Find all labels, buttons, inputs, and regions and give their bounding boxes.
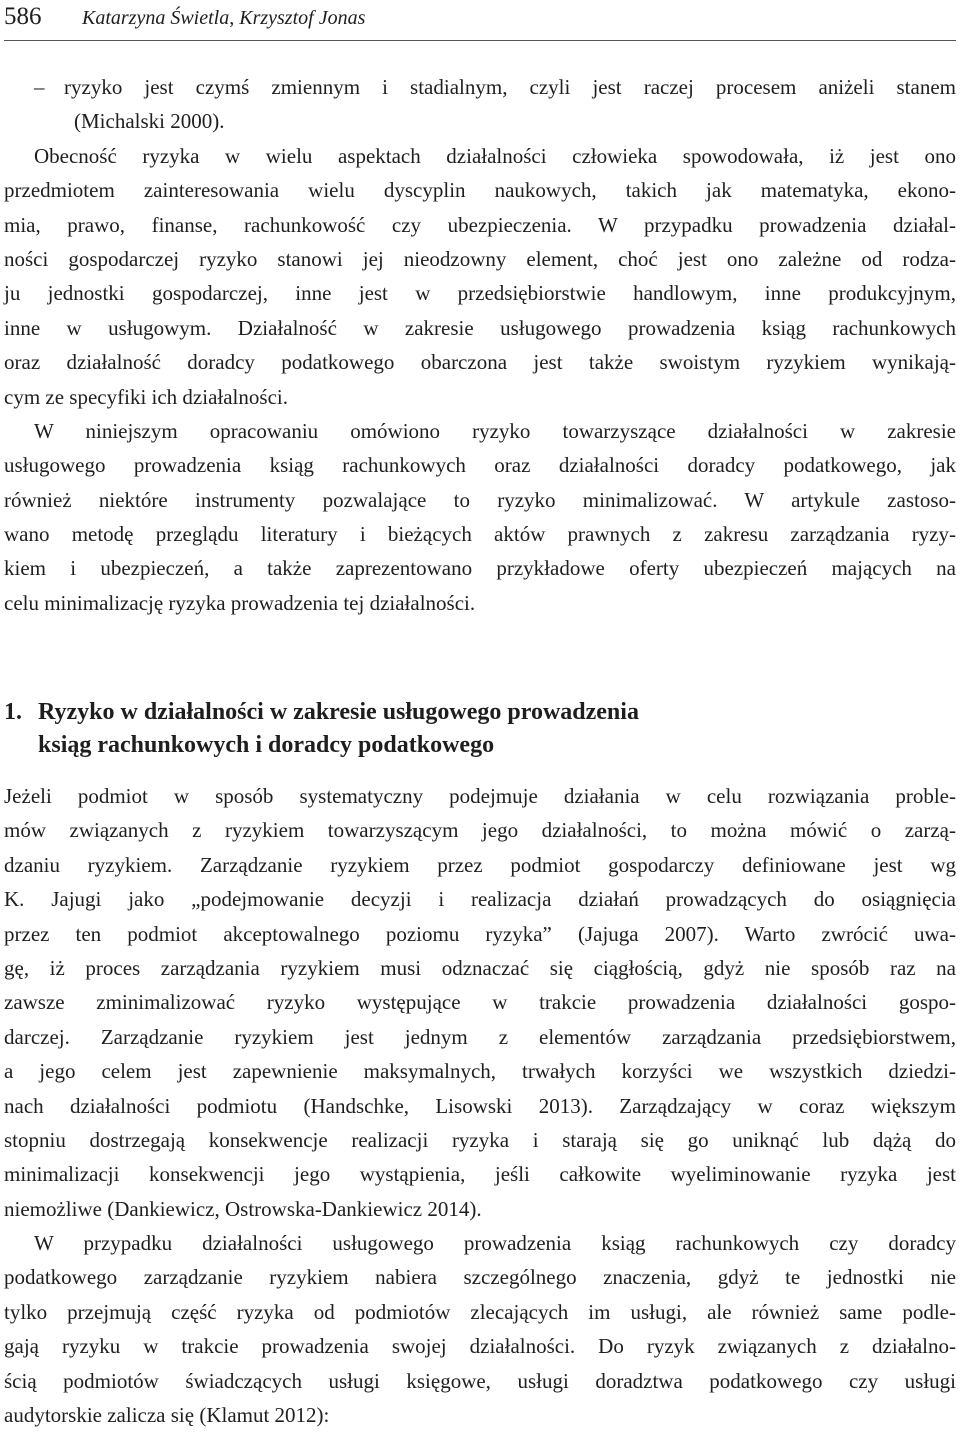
text-line: a jego celem jest zapewnienie maksymalnych, trwałych korzyści we wszystkich dziedzi- [4, 1059, 956, 1084]
intro-text [4, 70, 956, 620]
text-line: tylko przejmują część ryzyka od podmiotów zlecających im usługi, ale również same podle- [4, 1299, 956, 1324]
section-number: 1. [4, 699, 22, 725]
text-line: również niektóre instrumenty pozwalające to ryzyko minimalizować. W artykule zastoso- [4, 487, 956, 512]
text-line: kiem i ubezpieczeń, a także zaprezentowano przykładowe oferty ubezpieczeń mających na [4, 556, 956, 581]
bullet-dash: – [34, 75, 45, 99]
text-line: (Michalski 2000). [74, 109, 225, 134]
bullet-item [4, 70, 956, 104]
text-line: darczej. Zarządzanie ryzykiem jest jednym z elementów zarządzania przedsiębiorstwem, [4, 1024, 956, 1049]
text-line: ścią podmiotów świadczących usługi księgowe, usługi doradztwa podatkowego czy usługi [4, 1368, 956, 1393]
text-line: zawsze zminimalizować ryzyko występujące w trakcie prowadzenia działalności gospo- [4, 990, 956, 1015]
section-title-continued: ksiąg rachunkowych i doradcy podatkowego [38, 732, 495, 758]
paragraph-first-line: Obecność ryzyka w wielu aspektach działalności człowieka spowodowała, iż jest ono [34, 143, 956, 168]
text-line: mów związanych z ryzykiem towarzyszącym jego działalności, to można mówić o zarzą- [4, 818, 956, 843]
section-text [4, 779, 956, 1432]
text-line: przez ten podmiot akceptowalnego poziomu ryzyka” (Jajuga 2007). Warto zwrócić uwa- [4, 921, 956, 946]
running-head: Katarzyna Świetla, Krzysztof Jonas [82, 7, 366, 29]
page-header [4, 0, 956, 41]
text-line: oraz działalność doradcy podatkowego obarczona jest także swoistym ryzykiem wynikają- [4, 350, 956, 375]
text-line: minimalizacji konsekwencji jego wystąpienia, jeśli całkowite wyeliminowanie ryzyka jest [4, 1162, 956, 1187]
section-heading [4, 696, 956, 762]
text-line: podatkowego zarządzanie ryzykiem nabiera szczególnego znaczenia, gdyż te jednostki nie [4, 1265, 956, 1290]
text-line: nach działalności podmiotu (Handschke, Lisowski 2013). Zarządzający w coraz większym [4, 1093, 956, 1118]
text-line: cym ze specyfiki ich działalności. [4, 384, 288, 409]
paragraph-first-line: W przypadku działalności usługowego prowadzenia ksiąg rachunkowych czy doradcy [34, 1231, 956, 1256]
text-line: inne w usługowym. Działalność w zakresie usługowego prowadzenia ksiąg rachunkowych [4, 315, 956, 340]
text-line: ju jednostki gospodarczej, inne jest w przedsiębiorstwie handlowym, inne produkcyjnym, [4, 281, 956, 306]
page-number: 586 [4, 3, 42, 30]
text-line: gają ryzyku w trakcie prowadzenia swojej działalności. Do ryzyk związanych z działalno- [4, 1334, 956, 1359]
text-line: mia, prawo, finanse, rachunkowość czy ubezpieczenia. W przypadku prowadzenia działal- [4, 212, 956, 237]
paragraph-first-line: Jeżeli podmiot w sposób systematyczny podejmuje działania w celu rozwiązania proble- [4, 784, 956, 808]
text-line: wano metodę przeglądu literatury i bieżących aktów prawnych z zakresu zarządzania ryzy- [4, 522, 956, 547]
text-line: przedmiotem zainteresowania wielu dyscyplin naukowych, takich jak matematyka, ekono- [4, 178, 956, 203]
text-line: dzaniu ryzykiem. Zarządzanie ryzykiem przez podmiot gospodarczy definiowane jest wg [4, 852, 956, 877]
text-line: usługowego prowadzenia ksiąg rachunkowych oraz działalności doradcy podatkowego, jak [4, 453, 956, 478]
text-line: gę, iż proces zarządzania ryzykiem musi odznaczać się ciągłością, gdyż nie sposób raz na [4, 955, 956, 980]
text-line: K. Jajugi jako „podejmowanie decyzji i realizacja działań prowadzących do osiągnięcia [4, 887, 956, 912]
text-line: niemożliwe (Dankiewicz, Ostrowska-Dankiewicz 2014). [4, 1196, 482, 1221]
section-heading-line-1 [4, 696, 956, 729]
text-line: stopniu dostrzegają konsekwencje realizacji ryzyka i starają się go uniknąć lub dążą do [4, 1127, 956, 1152]
text-line: ryzyko jest czymś zmiennym i stadialnym, czyli jest raczej procesem aniżeli stanem [64, 75, 956, 99]
paragraph-first-line: W niniejszym opracowaniu omówiono ryzyko towarzyszące działalności w zakresie [34, 418, 956, 443]
text-line: ności gospodarczej ryzyko stanowi jej nieodzowny element, choć jest ono zależne od rodza- [4, 246, 956, 271]
section-title: Ryzyko w działalności w zakresie usługowego prowadzenia [38, 699, 639, 725]
text-line: audytorskie zalicza się (Klamut 2012): [4, 1403, 330, 1428]
text-line: celu minimalizację ryzyka prowadzenia tej działalności. [4, 590, 476, 615]
